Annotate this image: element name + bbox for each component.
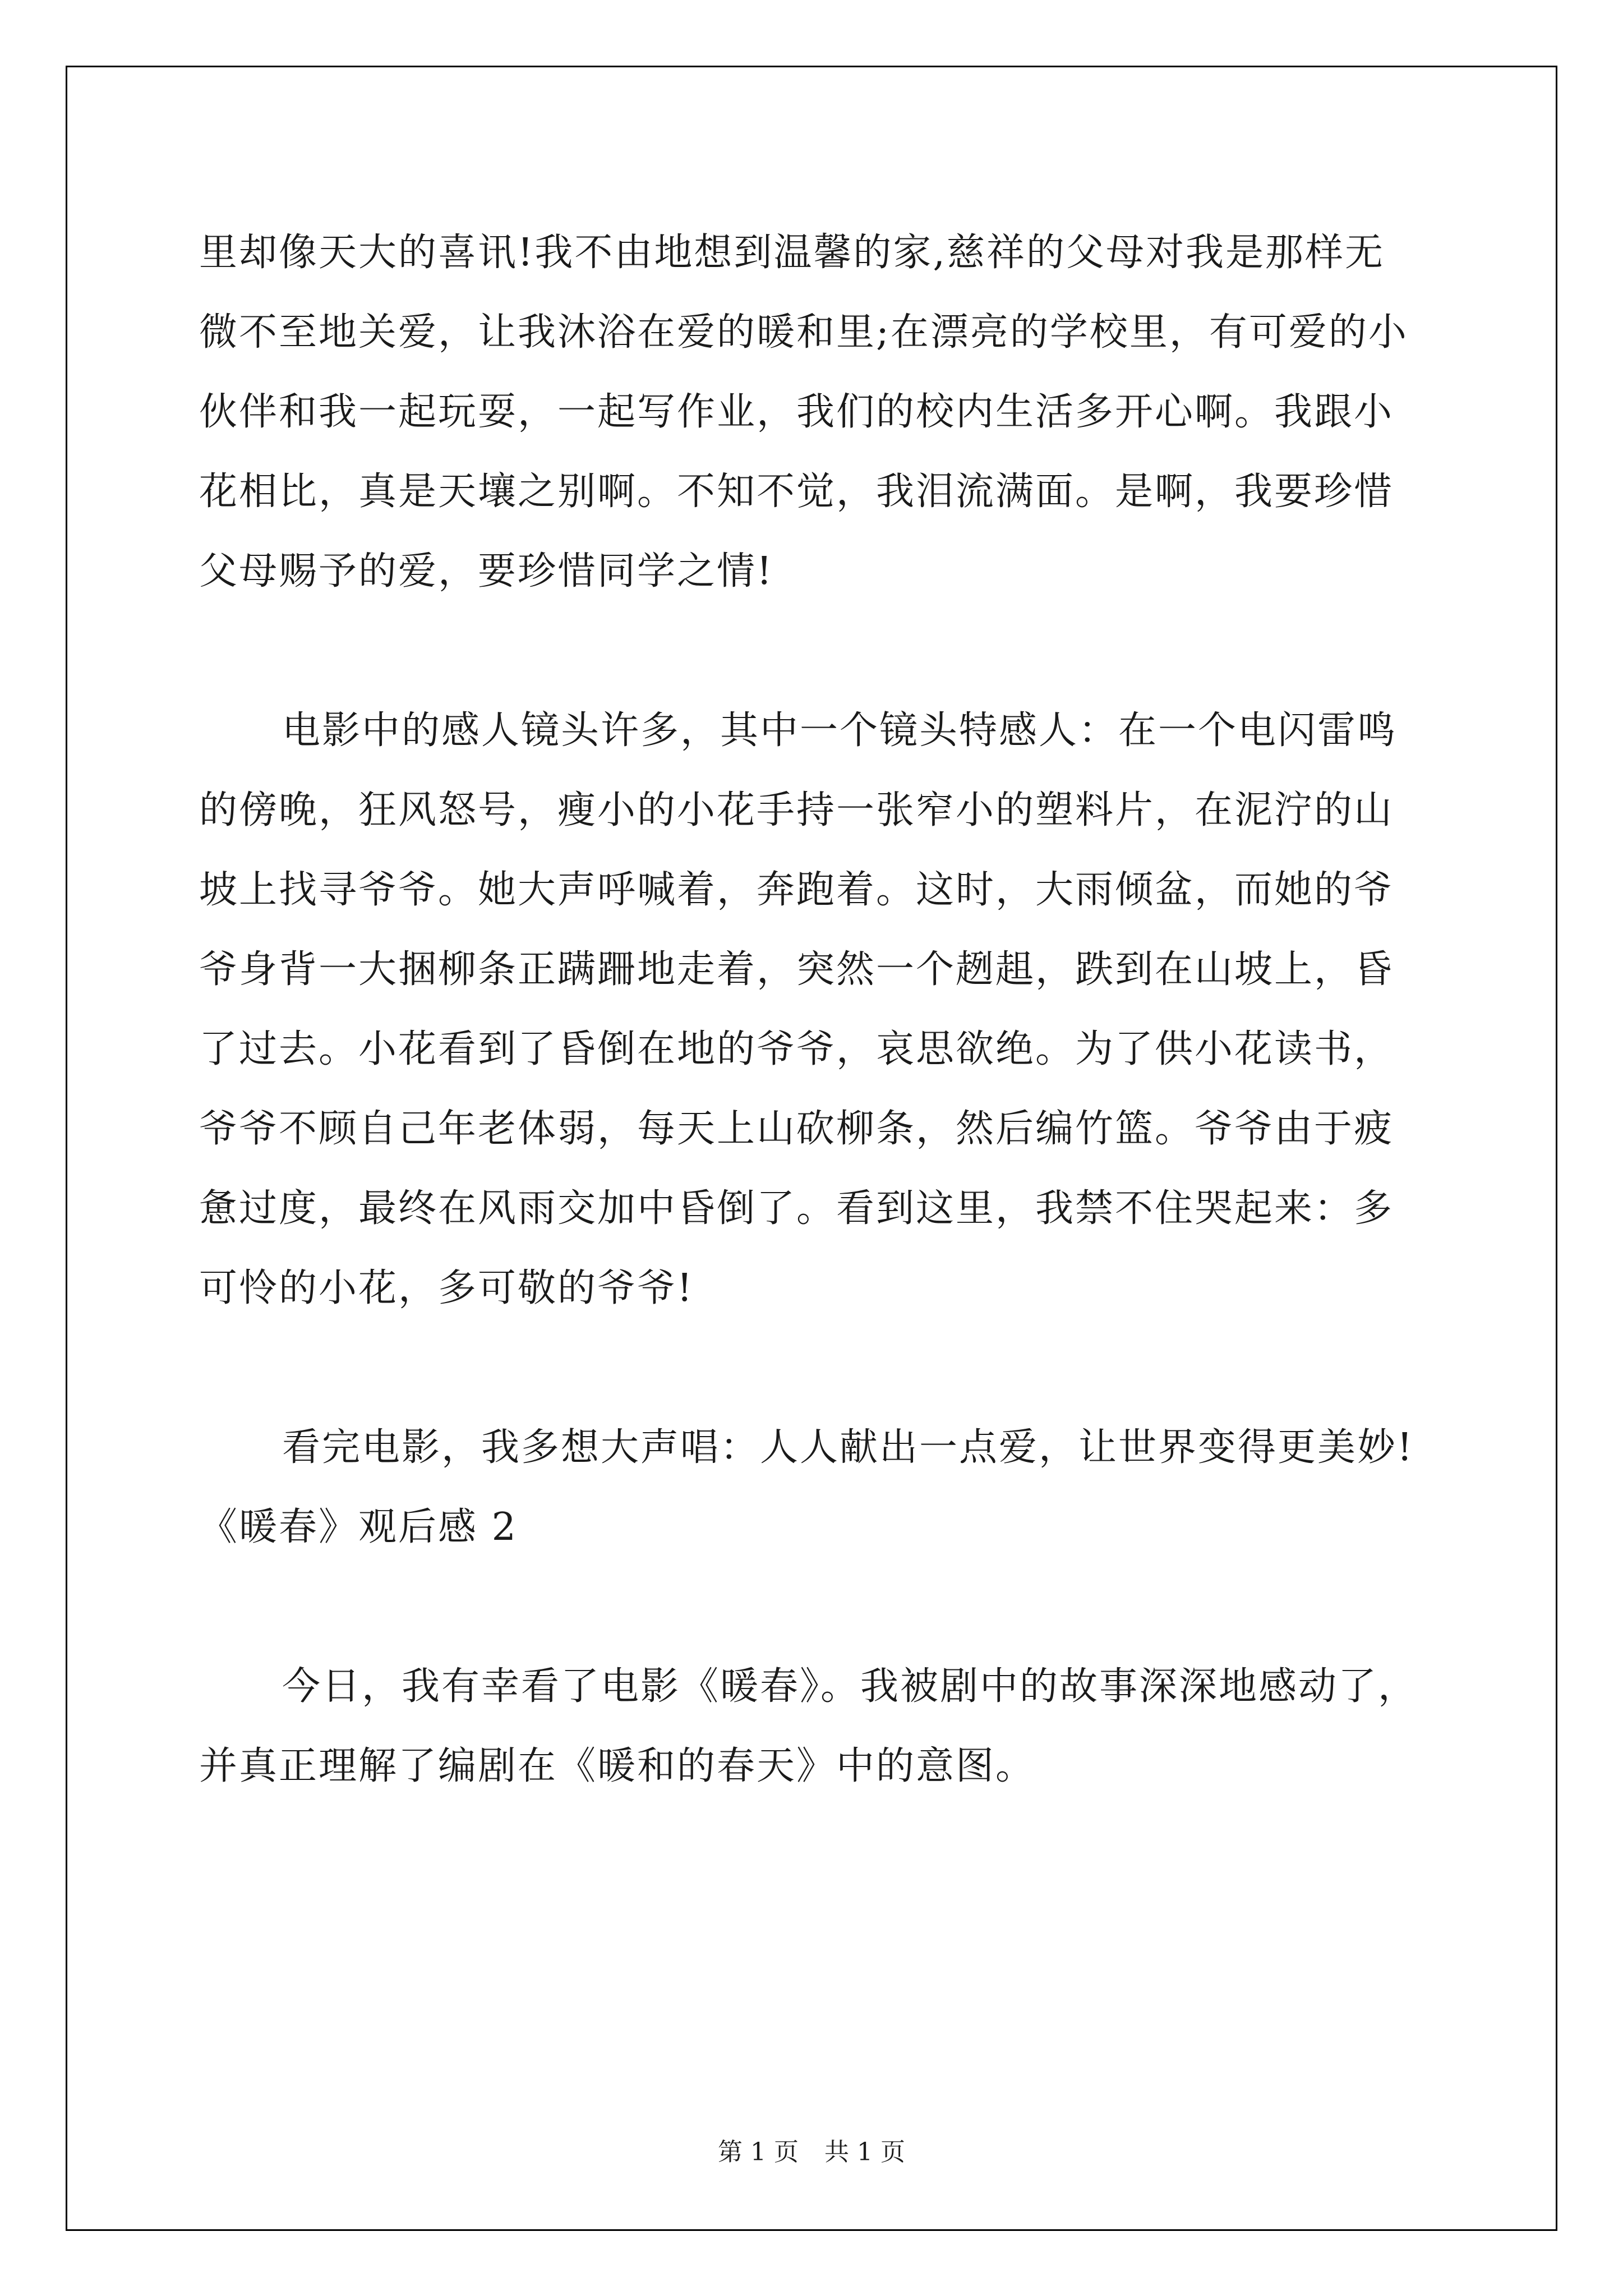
section-heading [199, 1488, 1438, 1567]
paragraph-1 [199, 213, 1438, 611]
text-line: 伙伴和我一起玩耍，一起写作业，我们的校内生活多开心啊。我跟小 [199, 390, 1394, 434]
text-line: 惫过度，最终在风雨交加中昏倒了。看到这里，我禁不住哭起来：多 [199, 1186, 1394, 1231]
page-footer [0, 2132, 1623, 2168]
paragraph-gap [199, 611, 1438, 691]
paragraph-3 [199, 1408, 1438, 1488]
paragraph-2 [199, 691, 1438, 1328]
text-line: 并真正理解了编剧在《暖和的春天》中的意图。 [199, 1744, 1036, 1788]
text-line: 爷身背一大捆柳条正蹒跚地走着，突然一个趔趄，跌到在山坡上，昏 [199, 947, 1394, 992]
text-line: 了过去。小花看到了昏倒在地的爷爷，哀思欲绝。为了供小花读书， [199, 1027, 1394, 1071]
text-line: 里却像天大的喜讯!我不由地想到温馨的家,慈祥的父母对我是那样无 [199, 231, 1385, 275]
text-line: 父母赐予的爱，要珍惜同学之情! [199, 549, 774, 593]
paragraph-gap [199, 1328, 1438, 1408]
text-line: 坡上找寻爷爷。她大声呼喊着，奔跑着。这时，大雨倾盆，而她的爷 [199, 868, 1394, 912]
paragraph-gap [199, 1567, 1438, 1647]
text-line: 看完电影，我多想大声唱：人人献出一点爱，让世界变得更美妙! [282, 1425, 1414, 1470]
paragraph-4 [199, 1647, 1438, 1806]
document-body [199, 213, 1438, 1806]
page-total: 共 1 页 [824, 2138, 905, 2166]
heading-line: 《暖春》观后感 2 [199, 1505, 518, 1549]
text-line: 可怜的小花，多可敬的爷爷! [199, 1266, 694, 1310]
text-line: 的傍晚，狂风怒号，瘦小的小花手持一张窄小的塑料片，在泥泞的山 [199, 788, 1394, 832]
text-line: 爷爷不顾自己年老体弱，每天上山砍柳条，然后编竹篮。爷爷由于疲 [199, 1107, 1394, 1151]
text-line: 花相比，真是天壤之别啊。不知不觉，我泪流满面。是啊，我要珍惜 [199, 470, 1394, 514]
text-line: 电影中的感人镜头许多，其中一个镜头特感人：在一个电闪雷鸣 [282, 708, 1398, 753]
text-line: 微不至地关爱，让我沐浴在爱的暖和里;在漂亮的学校里，有可爱的小 [199, 310, 1408, 355]
text-line: 今日，我有幸看了电影《暖春》。我被剧中的故事深深地感动了， [282, 1664, 1418, 1709]
page-number: 第 1 页 [718, 2138, 799, 2166]
